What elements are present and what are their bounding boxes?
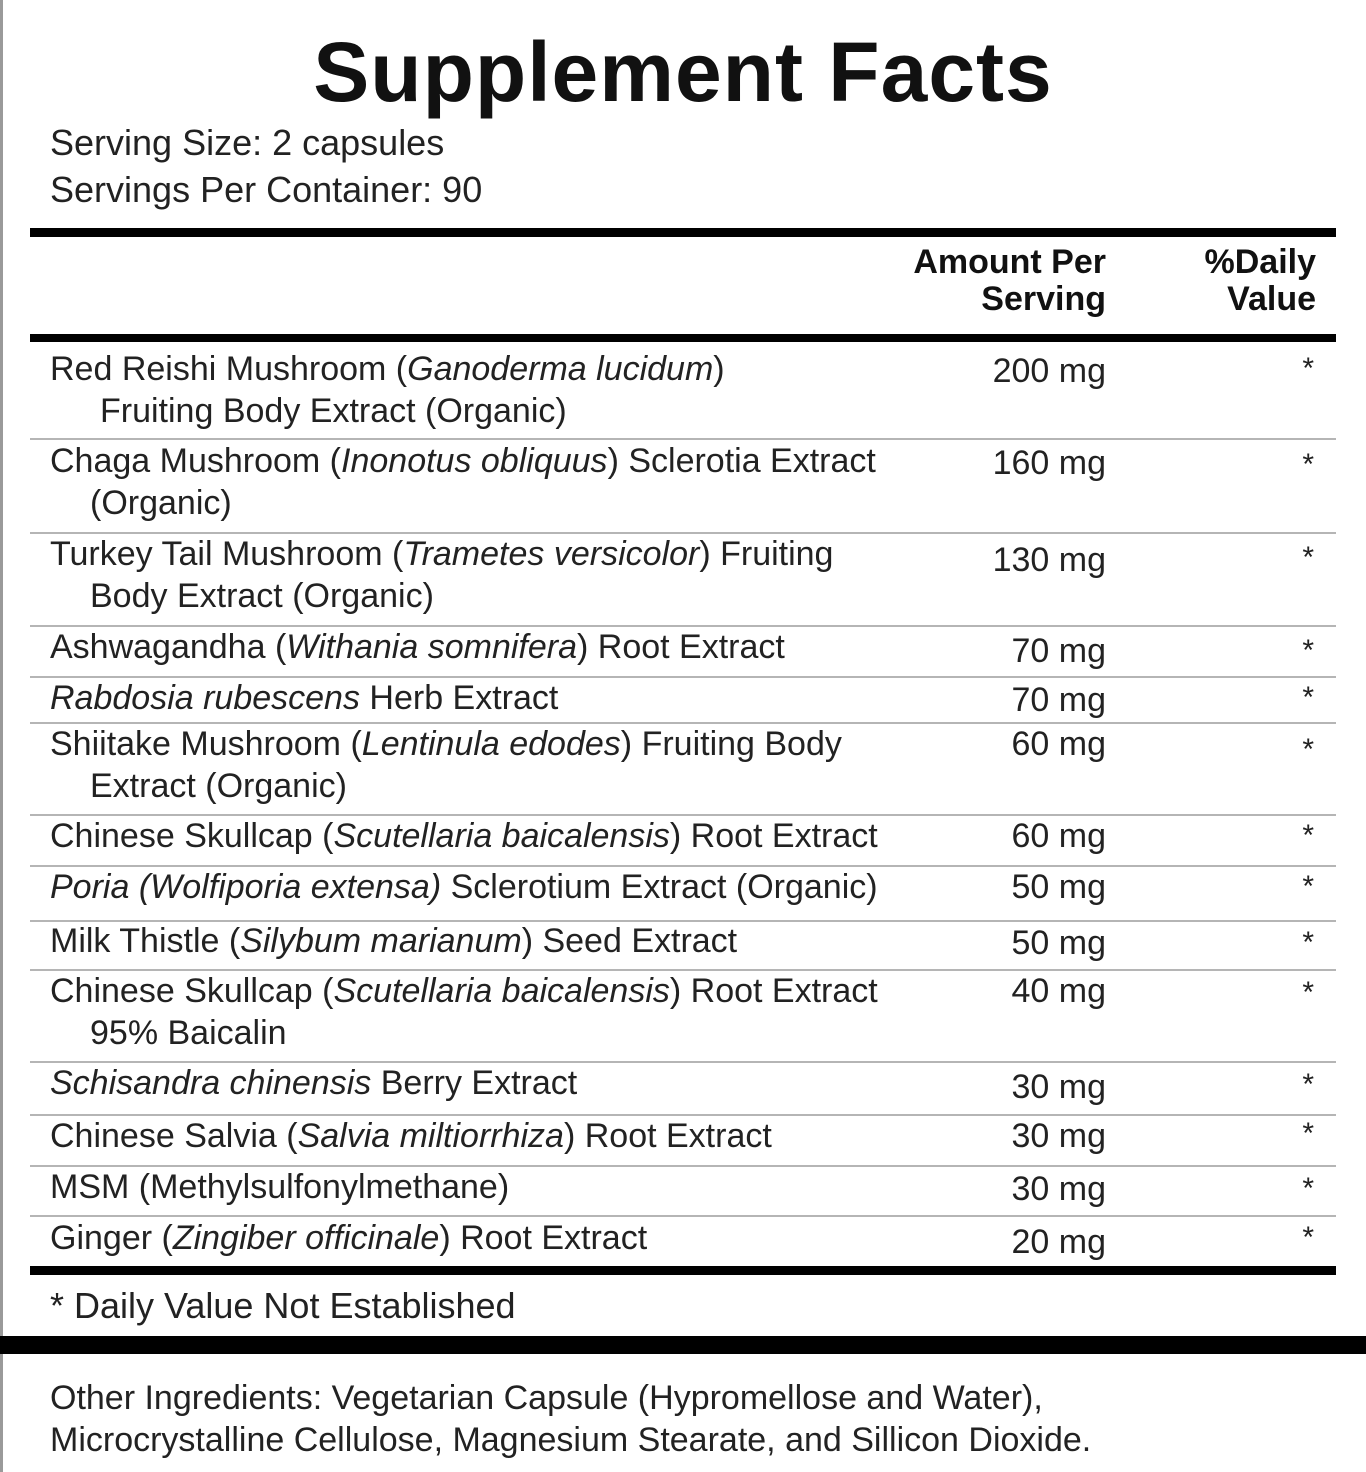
daily-value-asterisk: * [1302,926,1314,959]
row-separator [30,532,1336,534]
ingredient-name-line [50,972,878,1010]
row-separator [30,865,1336,867]
ingredient-name-line [50,1219,647,1257]
amount-header-line1: Amount Per [913,243,1106,281]
ingredient-name [50,1166,940,1208]
amount-per-serving: 200 mg [992,352,1106,390]
ingredient-name-line [50,442,876,480]
botanical-name: Salvia miltiorrhiza [297,1117,564,1155]
ingredient-text: Herb Extract [359,679,559,717]
ingredient-name [50,815,940,857]
daily-value-asterisk: * [1302,352,1314,385]
amount-per-serving: 130 mg [992,541,1106,579]
other-ingredients [50,1377,1340,1461]
ingredient-text: ) Root Extract [669,972,878,1010]
ingredient-name [50,866,940,908]
row-separator [30,1215,1336,1217]
ingredient-text: ) Root Extract [563,1117,772,1155]
daily-value-asterisk: * [1302,819,1314,852]
amount-per-serving: 30 mg [1011,1068,1106,1106]
ingredient-name-line [50,1117,772,1155]
amount-per-serving: 60 mg [1011,817,1106,855]
ingredient-name [50,970,940,1054]
daily-value-asterisk: * [1302,733,1314,766]
ingredient-name-line [50,535,833,573]
ingredient-name-continuation: Fruiting Body Extract (Organic) [100,392,567,430]
ingredient-text: Ginger ( [50,1219,173,1257]
ingredient-text: Chaga Mushroom ( [50,442,342,480]
top-thick-rule [30,228,1336,237]
ingredient-text: ) Seed Extract [521,922,738,960]
bottom-thick-rule [30,1266,1336,1275]
ingredient-text: ) Fruiting [699,535,834,573]
botanical-name: Poria (Wolfiporia extensa) [50,868,442,906]
footnote: * Daily Value Not Established [50,1285,516,1326]
daily-value-header [1205,244,1317,318]
row-separator [30,814,1336,816]
row-separator [30,1061,1336,1063]
dv-header-line2: Value [1227,280,1316,318]
servings-per-container: Servings Per Container: 90 [50,169,483,210]
ingredient-text: ) Fruiting Body [620,725,842,763]
daily-value-asterisk: * [1302,870,1314,903]
ingredient-name [50,723,940,807]
ingredient-name-line [50,628,785,666]
ingredient-name [50,1115,940,1157]
daily-value-asterisk: * [1302,541,1314,574]
row-separator [30,969,1336,971]
ingredient-name-line [50,817,878,855]
botanical-name: Trametes versicolor [403,535,700,573]
amount-per-serving-header [913,244,1106,318]
row-separator [30,722,1336,724]
ingredient-text: ) [713,350,725,388]
ingredient-text: Turkey Tail Mushroom ( [50,535,404,573]
label-left-border [0,0,3,1472]
daily-value-asterisk: * [1302,634,1314,667]
botanical-name: Zingiber officinale [172,1219,440,1257]
row-separator [30,625,1336,627]
ingredient-name-line [50,725,842,763]
botanical-name: Scutellaria baicalensis [333,817,670,855]
amount-per-serving: 60 mg [1011,725,1106,763]
botanical-name: Ganoderma lucidum [407,350,714,388]
amount-per-serving: 40 mg [1011,972,1106,1010]
ingredient-name [50,1217,940,1259]
ingredient-name-line [50,868,878,906]
ingredient-name-line [50,679,558,717]
botanical-name: Withania somnifera [286,628,577,666]
ingredient-name-line [50,922,737,960]
ingredient-text: Ashwagandha ( [50,628,287,666]
ingredient-text: MSM (Methylsulfonylmethane) [50,1168,510,1206]
daily-value-asterisk: * [1302,681,1314,714]
ingredient-name [50,920,940,962]
ingredient-text: Chinese Salvia ( [50,1117,298,1155]
amount-per-serving: 30 mg [1011,1117,1106,1155]
ingredient-text: Chinese Skullcap ( [50,972,334,1010]
ingredient-name [50,677,940,719]
daily-value-asterisk: * [1302,1068,1314,1101]
daily-value-asterisk: * [1302,448,1314,481]
serving-size: Serving Size: 2 capsules [50,122,445,163]
botanical-name: Scutellaria baicalensis [333,972,670,1010]
section-divider [0,1336,1366,1354]
other-ingredients-line1: Other Ingredients: Vegetarian Capsule (Hypromellose and Water), [50,1379,1043,1417]
row-separator [30,920,1336,922]
ingredient-name [50,626,940,668]
ingredient-text: Red Reishi Mushroom ( [50,350,408,388]
amount-per-serving: 30 mg [1011,1170,1106,1208]
ingredient-text: Berry Extract [371,1064,578,1102]
daily-value-asterisk: * [1302,1221,1314,1254]
ingredient-name-continuation: Body Extract (Organic) [90,577,434,615]
ingredient-name-line [50,1168,509,1206]
ingredient-text: ) Root Extract [439,1219,648,1257]
ingredient-text: ) Sclerotia Extract [607,442,876,480]
amount-per-serving: 70 mg [1011,681,1106,719]
botanical-name: Silybum marianum [240,922,522,960]
panel-title: Supplement Facts [313,25,1053,119]
ingredient-name [50,1062,940,1104]
other-ingredients-line2: Microcrystalline Cellulose, Magnesium Stearate, and Sillicon Dioxide. [50,1421,1092,1459]
amount-per-serving: 20 mg [1011,1223,1106,1261]
amount-header-line2: Serving [981,280,1106,318]
ingredient-text: ) Root Extract [577,628,785,666]
daily-value-asterisk: * [1302,976,1314,1009]
botanical-name: Inonotus obliquus [341,442,608,480]
ingredient-text: Shiitake Mushroom ( [50,725,362,763]
ingredient-text: ) Root Extract [669,817,878,855]
amount-per-serving: 50 mg [1011,868,1106,906]
botanical-name: Rabdosia rubescens [50,679,360,717]
ingredient-name [50,348,940,432]
row-separator [30,676,1336,678]
ingredient-text: Chinese Skullcap ( [50,817,334,855]
botanical-name: Lentinula edodes [361,725,621,763]
header-thick-rule [30,334,1336,342]
ingredient-name-continuation: 95% Baicalin [90,1014,287,1052]
ingredient-name [50,440,940,524]
daily-value-asterisk: * [1302,1117,1314,1150]
botanical-name: Schisandra chinensis [50,1064,372,1102]
ingredient-text: Milk Thistle ( [50,922,241,960]
amount-per-serving: 70 mg [1011,632,1106,670]
amount-per-serving: 50 mg [1011,924,1106,962]
ingredient-name-continuation: (Organic) [90,484,232,522]
dv-header-line1: %Daily [1204,243,1316,281]
row-separator [30,1114,1336,1116]
ingredient-text: Sclerotium Extract (Organic) [441,868,878,906]
ingredient-name-continuation: Extract (Organic) [90,767,347,805]
ingredient-name-line [50,350,725,388]
ingredient-name-line [50,1064,577,1102]
row-separator [30,438,1336,440]
daily-value-asterisk: * [1302,1172,1314,1205]
ingredient-name [50,533,940,617]
row-separator [30,1165,1336,1167]
amount-per-serving: 160 mg [992,444,1106,482]
